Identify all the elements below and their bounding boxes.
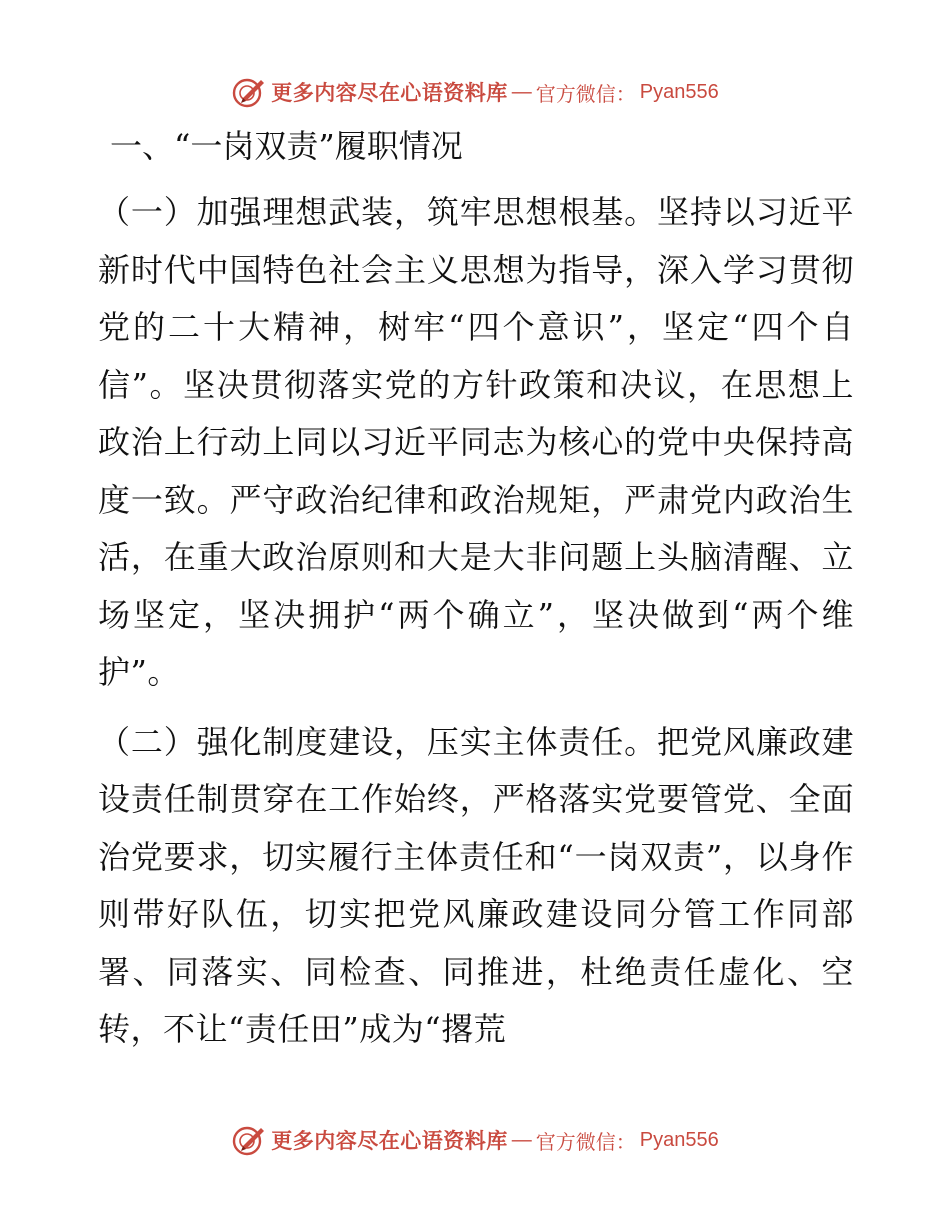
watermark-footer [0,1120,950,1160]
paragraph-1: （一）加强理想武装，筑牢思想根基。坚持以习近平新时代中国特色社会主义思想为指导，深入学习贯彻党的二十大精神，树牢“四个意识”，坚定“四个自信”。坚决贯彻落实党的方针政策和决议，在思想上政治上行动上同以习近平同志为核心的党中央保持高度一致。严守政治纪律和政治规矩，严肃党内政治生活，在重大政治原则和大是大非问题上头脑清醒、立场坚定，坚决拥护“两个确立”，坚决做到“两个维护”。 [98,193,854,691]
section-heading: 一、“一岗双责”履职情况 [110,127,463,165]
pen-logo-icon [231,1122,267,1158]
paragraph-2: （二）强化制度建设，压实主体责任。把党风廉政建设责任制贯穿在工作始终，严格落实党要管党、全面治党要求，切实履行主体责任和“一岗双责”，以身作则带好队伍，切实把党风廉政建设同分管工作同部署、同落实、同检查、同推进，杜绝责任虚化、空转，不让“责任田”成为“撂荒 [98,722,854,1048]
watermark-wechat-id: Pyan556 [639,80,719,103]
pen-logo-icon [231,74,267,110]
watermark-brand-text: 更多内容尽在心语资料库 [271,80,508,105]
watermark-wechat-label: 官方微信： [535,1129,636,1154]
watermark-wechat-id: Pyan556 [639,1128,719,1151]
watermark-header [0,72,950,112]
watermark-separator: — [511,1128,532,1151]
document-body [98,118,854,1071]
watermark-separator: — [511,80,532,103]
watermark-wechat-label: 官方微信： [535,81,636,106]
watermark-brand-text: 更多内容尽在心语资料库 [271,1128,508,1153]
